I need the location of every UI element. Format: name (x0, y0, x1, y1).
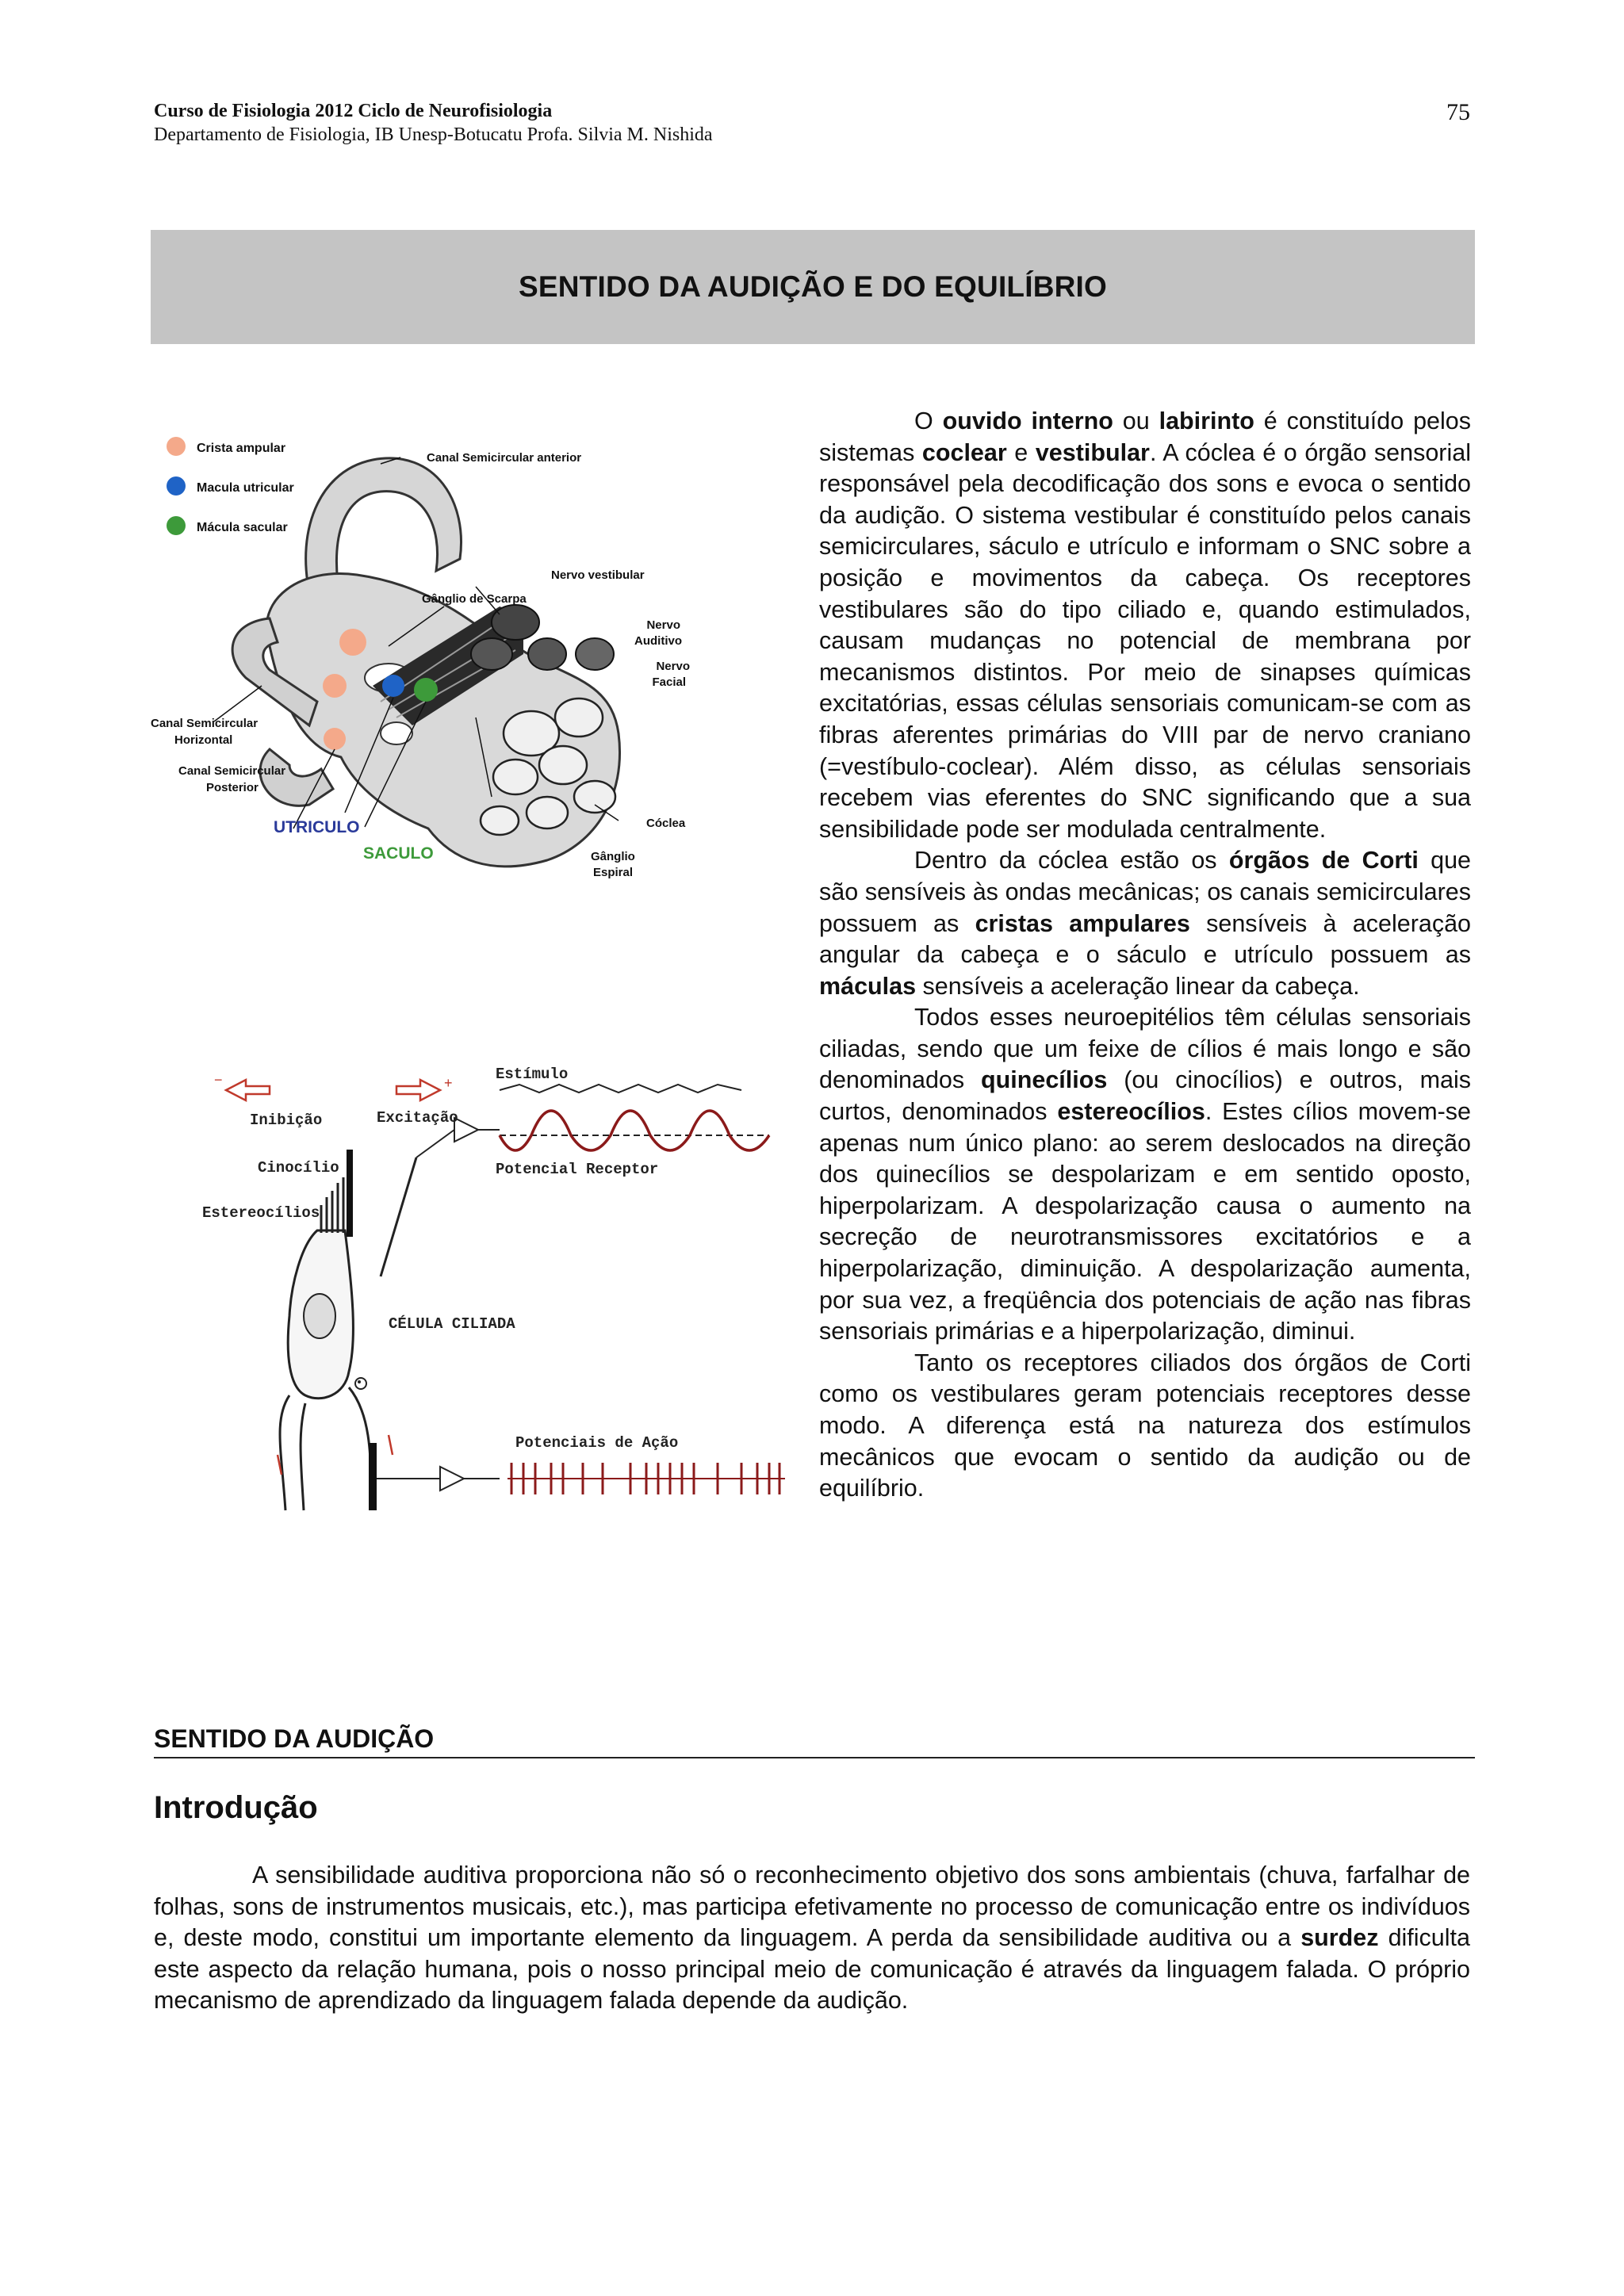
intro-text (154, 1860, 1470, 2017)
main-text-column (819, 406, 1471, 1505)
sacular-dot (414, 678, 438, 702)
kinocilium (347, 1150, 353, 1237)
crista-dot (324, 728, 346, 750)
stimulus-trace (500, 1085, 741, 1093)
inner-ear-figure (151, 416, 690, 892)
sacular-legend-dot (167, 516, 186, 535)
label-cinocilio: Cinocílio (258, 1159, 339, 1177)
label-saculo: SACULO (363, 844, 434, 863)
legend-sacular: Mácula sacular (197, 521, 288, 534)
svg-text:−: − (214, 1072, 223, 1088)
label-nervo-auditivo-1: Nervo (646, 618, 680, 632)
labyrinth-drawing (232, 458, 619, 867)
department-line: Departamento de Fisiologia, IB Unesp-Botucatu Profa. Silvia M. Nishida (154, 124, 713, 145)
label-canal-anterior: Canal Semicircular anterior (427, 451, 582, 465)
label-ganglio-scarpa: Gânglio de Scarpa (422, 592, 527, 606)
intro-paragraph: A sensibilidade auditiva proporciona não só o reconhecimento objetivo dos sons ambientais (chuva, farfalhar de folhas, sons de instrumentos musicais, etc.), mas participa efetivamente no processo de comunicação entre os indivíduos e, deste modo, constitui um importante elemento da linguagem. A perda da sensibilidade auditiva ou a surdez dificulta este aspecto da relação humana, pois o nosso principal meio de comunicação é através da linguagem falada. O próprio mecanismo de aprendizado da linguagem falada depende da audição. (154, 1862, 1470, 2015)
legend-crista: Crista ampular (197, 442, 286, 455)
page-title: SENTIDO DA AUDIÇÃO E DO EQUILÍBRIO (518, 270, 1108, 303)
label-celula-ciliada: CÉLULA CILIADA (389, 1315, 515, 1333)
label-potencial-receptor: Potencial Receptor (496, 1161, 659, 1178)
label-nervo-auditivo-2: Auditivo (634, 634, 682, 648)
label-nervo-facial-2: Facial (652, 675, 686, 689)
label-canal-horizontal-1: Canal Semicircular (151, 717, 259, 730)
utricular-legend-dot (167, 476, 186, 496)
label-inibicao: Inibição (250, 1112, 323, 1129)
hair-cell-figure (202, 1054, 789, 1514)
label-excitacao: Excitação (377, 1109, 458, 1127)
label-ganglio-espiral-2: Espiral (593, 866, 634, 879)
svg-text:+: + (444, 1075, 453, 1091)
label-estereocilios: Estereocílios (202, 1204, 320, 1222)
hair-cell (288, 1150, 366, 1399)
amplifier-bottom (440, 1467, 464, 1490)
paragraph-receptores: Tanto os receptores ciliados dos órgãos de Corti como os vestibulares geram potenciais receptores desse modo. A diferença está na natureza dos estímulos mecânicos que evocam o sentido da audição ou de equilíbrio. (819, 1349, 1471, 1502)
inhibition-arrow (214, 1072, 270, 1100)
label-canal-horizontal-2: Horizontal (174, 733, 233, 747)
excitation-arrow (396, 1075, 453, 1100)
label-nervo-vestibular: Nervo vestibular (551, 568, 645, 582)
section-heading: SENTIDO DA AUDIÇÃO (154, 1724, 1475, 1758)
label-canal-posterior-1: Canal Semicircular (178, 764, 286, 778)
page-header (154, 99, 1470, 147)
label-estimulo: Estímulo (496, 1066, 569, 1083)
paragraph-ouvido-interno: O ouvido interno ou labirinto é constituído pelos sistemas coclear e vestibular. A cóclea é o órgão sensorial responsável pela decodificação dos sons e evoca o sentido da audição. O sistema vestibular é constituído pelos canais semicirculares, sáculo e utrículo e informam o SNC sobre a posição e movimentos da cabeça. Os receptores vestibulares são do tipo ciliado e, quando estimulados, causam mudanças no potencial de membrana por mecanismos distintos. Por meio de sinapses químicas excitatórias, essas células sensoriais comunicam-se com as fibras aferentes primárias do VIII par de nervo craniano (=vestíbulo-coclear). Além disso, as células sensoriais recebem vias eferentes do SNC significando que a sua sensibilidade pode ser modulada centralmente. (819, 408, 1472, 843)
crista-dot (323, 674, 347, 698)
legend-utricular: Macula utricular (197, 481, 294, 495)
intro-heading: Introdução (154, 1790, 318, 1825)
crista-legend-dot (167, 437, 186, 456)
paragraph-coclea: Dentro da cóclea estão os órgãos de Corti que são sensíveis às ondas mecânicas; os canais semicirculares possuem as cristas ampulares sensíveis à aceleração angular da cabeça e o sáculo e utrículo possuem as máculas sensíveis a aceleração linear da cabeça. (819, 847, 1472, 1000)
label-canal-posterior-2: Posterior (206, 781, 259, 794)
receptor-potential-wave (500, 1111, 769, 1150)
figure-legend (167, 437, 294, 535)
label-coclea: Cóclea (646, 817, 686, 830)
electrode (381, 1158, 416, 1276)
utricular-dot (382, 675, 404, 697)
paragraph-neuroepitelios: Todos esses neuroepitélios têm células sensoriais ciliadas, sendo que um feixe de cílios é mais longo e são denominados quinecílios (ou cinocílios) e outros, mais curtos, denominados estereocílios. Estes cílios movem-se apenas num único plano: ao serem deslocados na direção dos quinecílios se despolarizam e em sentido oposto, hiperpolarizam. A despolarização causa o aumento na secreção de neurotransmissores excitatórios e a hiperpolarização, diminuição. A despolarização aumenta, por sua vez, a freqüência dos potenciais de ação nas fibras sensoriais primárias e a hiperpolarização, diminui. (819, 1004, 1471, 1345)
label-ganglio-espiral-1: Gânglio (591, 850, 635, 863)
course-title: Curso de Fisiologia 2012 Ciclo de Neurofisiologia (154, 101, 553, 121)
label-nervo-facial-1: Nervo (656, 660, 690, 673)
title-band (151, 230, 1475, 344)
label-potenciais-acao: Potenciais de Ação (515, 1434, 679, 1452)
crista-dot (339, 629, 366, 656)
page-number: 75 (1446, 99, 1470, 125)
label-utriculo: UTRICULO (274, 818, 360, 836)
